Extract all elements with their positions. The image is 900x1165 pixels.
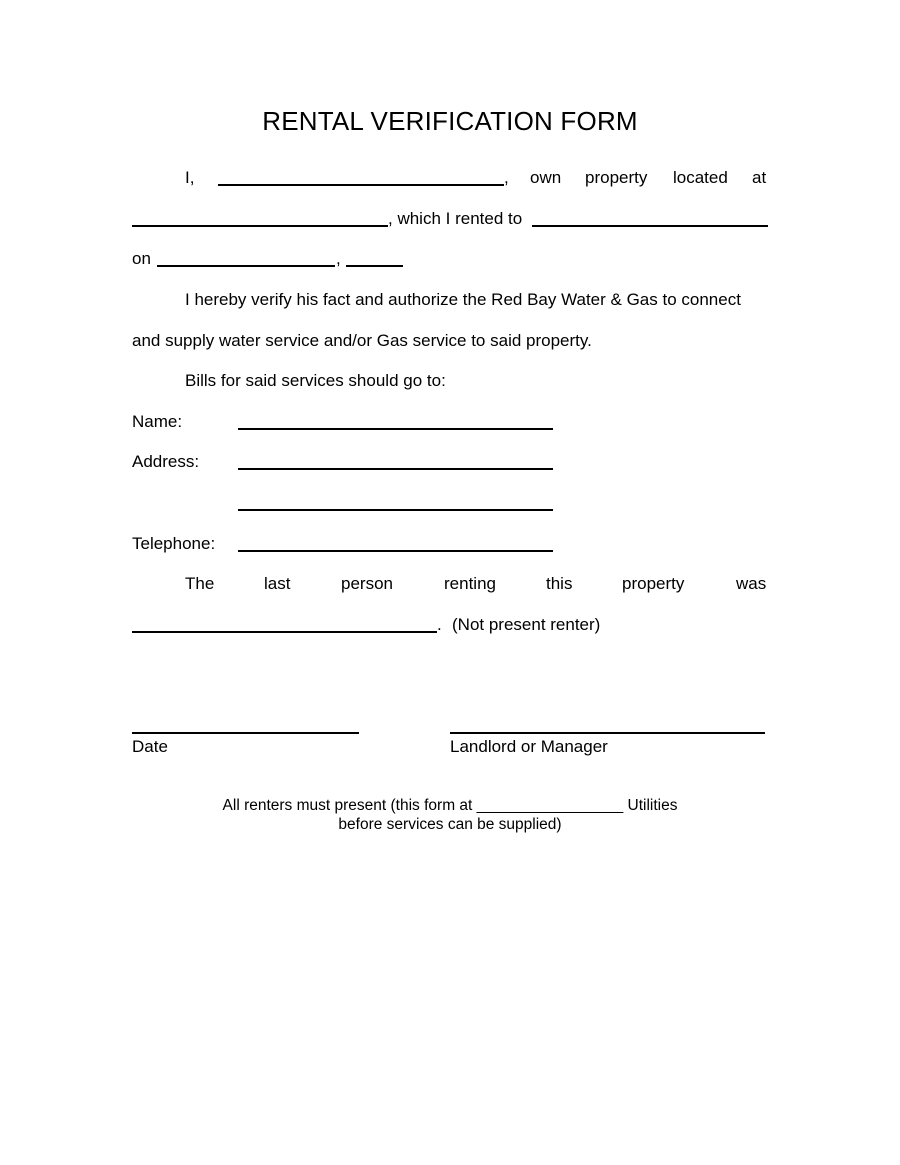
address-field-line-1[interactable] [238,468,553,470]
telephone-label: Telephone: [132,534,216,553]
authorization-line-1: I hereby verify his fact and authorize the Red Bay Water & Gas to connect [185,290,741,309]
footer-suffix: Utilities [627,797,678,814]
text-person: person [341,574,393,593]
date-label: Date [132,737,168,756]
rental-date-blank[interactable] [157,265,335,267]
not-present-renter-note: (Not present renter) [452,615,601,634]
landlord-signature-line[interactable] [450,732,765,734]
text-which-rented: , which I rented to [388,209,523,228]
bills-intro: Bills for said services should go to: [185,371,446,390]
text-comma-2: , [336,249,341,268]
text-property: property [585,168,648,187]
renter-name-blank[interactable] [532,225,768,227]
property-address-blank[interactable] [132,225,388,227]
text-located: located [673,168,728,187]
authorization-line-2: and supply water service and/or Gas service to said property. [132,331,592,350]
rental-year-blank[interactable] [346,265,403,267]
footer-line-2: before services can be supplied) [338,816,562,833]
text-on: on [132,249,151,268]
landlord-label: Landlord or Manager [450,737,608,756]
address-label: Address: [132,452,200,471]
text-the: The [185,574,215,593]
text-at: at [752,168,767,187]
text-renting: renting [444,574,496,593]
text-this: this [546,574,573,593]
footer-prefix: All renters must present (this form at [222,797,473,814]
footer-line-1 [0,796,900,815]
name-field[interactable] [238,428,553,430]
page-title: RENTAL VERIFICATION FORM [262,106,638,136]
text-property-2: property [622,574,685,593]
name-label: Name: [132,412,183,431]
address-field-line-2[interactable] [238,509,553,511]
telephone-field[interactable] [238,550,553,552]
date-signature-line[interactable] [132,732,359,734]
text-last: last [264,574,291,593]
text-was: was [736,574,767,593]
text-own: own [530,168,562,187]
text-comma: , [504,168,509,187]
utilities-blank[interactable]: _________________ [476,797,624,814]
text-period: . [437,615,442,634]
last-renter-blank[interactable] [132,631,437,633]
owner-name-blank[interactable] [218,184,504,186]
text-i: I, [185,168,195,187]
